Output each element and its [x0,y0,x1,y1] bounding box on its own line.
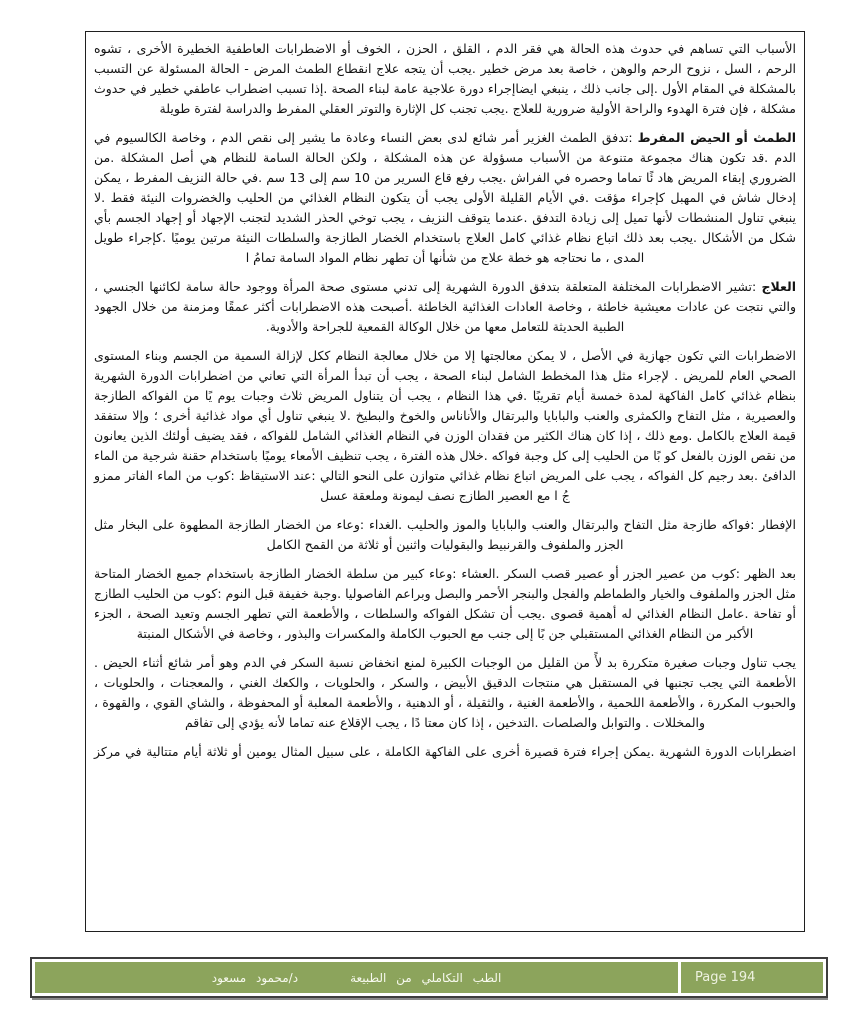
footer-title-cell [35,962,678,993]
paragraph [94,128,796,268]
paragraph-text: :تشير الاضطرابات المختلفة المتعلقة بتدفق الدورة الشهرية إلى تدني مستوى صحة المرأة ووجود حالة سامة لكائنها الجنسي ، والتي نتجت عن عادات معيشية خاطئة ، وخاصة العادات الغذائية الخاطئة .أصبحت هذه الاضطرابات أكثر عمقًا ومزمنة من خلال الجهود الطبية الحديثة للتعامل معها من خلال الوكالة القمعية للجراحة والأدوية. [94,279,796,334]
paragraph [94,515,796,555]
paragraph [94,277,796,337]
footer-page-number [681,962,823,993]
paragraph-lead: العلاج [761,279,796,294]
footer-author: د/محمود مسعود [211,970,299,985]
paragraph-lead: الطمث أو الحيض المفرط [637,130,796,145]
paragraph-text: يجب تناول وجبات صغيرة متكررة بد لأً من القليل من الوجبات الكبيرة لمنع انخفاض نسبة السكر في الدم وهو أمر شائع أثناء الحيض . الأطعمة التي يجب تجنبها في المستقبل هي منتجات الدقيق الأبيض ، والسكر ، والحلويات ، والكعك الغني ، والمعجنات ، والحلويات ، والحبوب المكررة ، والأطعمة اللحمية ، والأطعمة الغنية ، والثقيلة ، أو الدهنية ، والأطعمة المعلبة أو المحفوظة ، والشاي القوي ، والقهوة ، والمخللات . والتوابل والصلصات .التدخين ، إذا كان معتا دًا ، يجب الإقلاع عنه تماما لأنه يؤدي إلى تفاقم [94,655,796,730]
paragraph-text: :تدفق الطمث الغزير أمر شائع لدى بعض النساء وعادة ما يشير إلى نقص الدم ، وخاصة الكالسيوم في الدم .قد تكون هناك مجموعة متنوعة من الأسباب مسؤولة عن هذه المشكلة ، ولكن الحالة السامة للنظام هي أصل المشكلة .من الضروري إبقاء المريض هاد ئًا تماما وحصره في الفراش .يجب رفع قاع السرير من 10 سم إلى 13 سم .في حالة النزيف المفرط ، يمكن إدخال شاش في المهبل كإجراء مؤقت .في الأيام القليلة الأولى يجب أن يتكون النظام الغذائي من الحليب والخضروات النيئة فقط .لا ينبغي تناول المنشطات لأنها تميل إلى زيادة التدفق .عندما يتوقف النزيف ، يجب توخي الحذر الشديد لتجنب الإجهاد أو إجهاد الجسم بأي شكل من الأشكال .يجب بعد ذلك اتباع نظام غذائي كامل العلاج باستخدام الخضار الطازجة والسلطات النيئة مرتين يوميًا .كإجراء طويل المدى ، ما نحتاجه هو خطة علاج من شأنها أن تطهر نظام المواد السامة تمامُ ا [94,130,796,265]
paragraph-text: الاضطرابات التي تكون جهازية في الأصل ، لا يمكن معالجتها إلا من خلال معالجة النظام ككل لإزالة السمية من الجسم وبناء المستوى الصحي العام للمريض . لإجراء مثل هذا المخطط الشامل لبناء الصحة ، يجب أن تبدأ المرأة التي تعاني من اضطرابات الدورة الشهرية بنظام غذائي كامل الفاكهة لمدة خمسة أيام تقريبًا .في هذا النظام ، يجب أن يتناول المريض ثلاث وجبات يوم يًا من الفواكه الطازجة والعصيرية ، مثل التفاح والكمثرى والعنب والبابايا والبرتقال والأناناس والخوخ والبطيخ .لا ينبغي تناول أي مواد غذائية أخرى ؛ وإلا ستفقد قيمة العلاج بالكامل .ومع ذلك ، إذا كان هناك الكثير من فقدان الوزن في النظام الغذائي الشامل للفواكه ، فقد يضيف أولئك الذين يعانون من نقص الوزن بالفعل كو بًا من الحليب إلى كل وجبة فواكه .خلال هذه الفترة ، يجب تنظيف الأمعاء يوميًا باستخدام حقنة شرجية من الماء الدافئ .بعد رجيم كل الفواكه ، يجب على المريض اتباع نظام غذائي متوازن على النحو التالي :عند الاستيقاظ :كوب من الماء الفاتر ممزو جُ ا مع العصير الطازج نصف ليمونة وملعقة عسل [94,348,796,503]
paragraph-text: الأسباب التي تساهم في حدوث هذه الحالة هي فقر الدم ، القلق ، الحزن ، الخوف أو الاضطرابات العاطفية الخطيرة الأخرى ، تشوه الرحم ، السل ، نزوح الرحم والوهن ، خاصة بعد مرض خطير .يجب أن يتجه علاج انقطاع الطمث المرض - الحالة المسئولة عن التسبب بالمشكلة في المقام الأول .إلى جانب ذلك ، ينبغي ايضاإجراء دورة علاجية عامة لبناء الصحة .إذا تسبب اضطراب عاطفي خطير في حدوث مشكلة ، فإن فترة الهدوء والراحة الأولية ضرورية للعلاج .يجب تجنب كل الإثارة والتوتر العقلي المفرط والدراسة لفترة طويلة [94,41,796,116]
paragraph-text: اضطرابات الدورة الشهرية .يمكن إجراء فترة قصيرة أخرى على الفاكهة الكاملة ، على سبيل المثال يومين أو ثلاثة أيام متتالية في مركز [94,744,796,759]
paragraph-text: بعد الظهر :كوب من عصير الجزر أو عصير قصب السكر .العشاء :وعاء كبير من سلطة الخضار الطازجة باستخدام جميع الخضار المتاحة مثل الجزر والملفوف والخيار والطماطم والفجل والبنجر الأحمر والبصل وبراعم الفاصوليا .وجبة خفيفة قبل النوم :كوب من الحليب الطازج أو تفاحة .عامل النظام الغذائي له أهمية قصوى .يجب أن تشكل الفواكه والسلطات ، والأطعمة التي تطهر الجسم وتعيد الصحة ، الجزء الأكبر من النظام الغذائي المستقبلي جن بًا إلى جنب مع الحبوب الكاملة والمكسرات والبذور ، وخاصة في الأشكال المنبتة [94,566,796,641]
paragraph [94,742,796,762]
footer-book-title: الطب التكاملي من الطبيعة [350,970,502,985]
footer-page-label: Page 194 [695,970,756,985]
paragraph [94,653,796,733]
paragraph [94,346,796,506]
paragraph-text: الإفطار :فواكه طازجة مثل التفاح والبرتقال والعنب والبابايا والموز والحليب .الغداء :وعاء من الخضار الطازجة المطهوة على البخار مثل الجزر والملفوف والقرنبيط والبقوليات واثنين أو ثلاثة من القمح الكامل [94,517,796,552]
paragraph [94,564,796,644]
body-text-frame [85,31,805,932]
paragraph [94,39,796,119]
footer-bar [30,957,828,998]
